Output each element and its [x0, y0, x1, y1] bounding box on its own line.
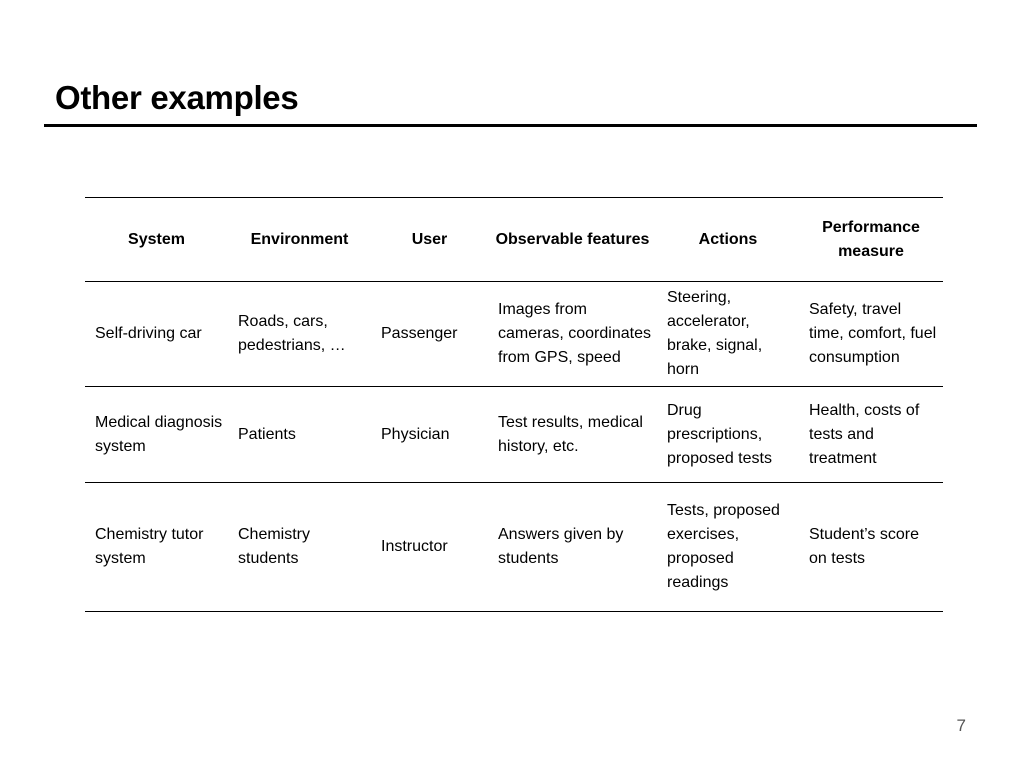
table-cell: Drug prescriptions, proposed tests — [657, 387, 799, 483]
column-header: Actions — [657, 198, 799, 282]
table-header-row — [85, 198, 943, 282]
table-cell: Patients — [228, 387, 371, 483]
title-divider — [44, 124, 977, 127]
table-cell: Chemistry tutor system — [85, 483, 228, 612]
table-row — [85, 387, 943, 483]
table-row — [85, 483, 943, 612]
table-row — [85, 282, 943, 387]
examples-table — [85, 197, 943, 612]
table-cell: Answers given by students — [488, 483, 657, 612]
column-header: User — [371, 198, 488, 282]
table-cell: Images from cameras, coordinates from GPS, speed — [488, 282, 657, 387]
column-header: Performance measure — [799, 198, 943, 282]
table-cell: Self-driving car — [85, 282, 228, 387]
table-cell: Medical diagnosis system — [85, 387, 228, 483]
table-cell: Roads, cars, pedestrians, … — [228, 282, 371, 387]
page-number: 7 — [956, 716, 966, 735]
slide-title: Other examples — [55, 79, 299, 116]
table-cell: Safety, travel time, comfort, fuel consumption — [799, 282, 943, 387]
table-cell: Instructor — [371, 483, 488, 612]
table-cell: Health, costs of tests and treatment — [799, 387, 943, 483]
table-cell: Physician — [371, 387, 488, 483]
column-header: Environment — [228, 198, 371, 282]
table-cell: Passenger — [371, 282, 488, 387]
table-cell: Student’s score on tests — [799, 483, 943, 612]
table-cell: Tests, proposed exercises, proposed readings — [657, 483, 799, 612]
table-cell: Steering, accelerator, brake, signal, horn — [657, 282, 799, 387]
column-header: System — [85, 198, 228, 282]
table-cell: Chemistry students — [228, 483, 371, 612]
column-header: Observable features — [488, 198, 657, 282]
table-cell: Test results, medical history, etc. — [488, 387, 657, 483]
